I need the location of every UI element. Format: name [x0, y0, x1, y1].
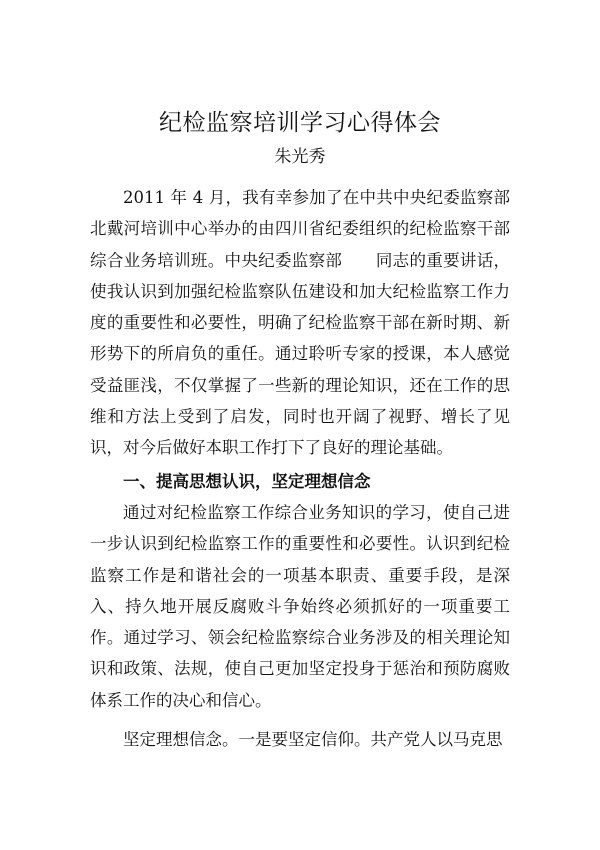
body-paragraph-continued: 坚定理想信念。一是要坚定信仰。共产党人以马克思 — [123, 730, 503, 750]
document-title: 纪检监察培训学习心得体会 — [159, 110, 441, 136]
body-paragraph: 通过对纪检监察工作综合业务知识的学习，使自己进一步认识到纪检监察工作的重要性和必要性。认识到纪检监察工作是和谐社会的一项基本职责、重要手段，是深入、持久地开展反腐败斗争始终必须抓好的一项重要工作。通过学习、领会纪检监察综合业务涉及的相关理论知识和政策、法规，使自己更加坚定投身于惩治和预防腐败体系工作的决心和信心。 — [90, 502, 510, 710]
author-name: 朱光秀 — [274, 147, 326, 167]
section-heading: 一、提高思想认识，坚定理想信念 — [123, 471, 371, 491]
intro-paragraph: 2011 年 4 月，我有幸参加了在中共中央纪委监察部北戴河培训中心举办的由四川省纪委组织的纪检监察干部综合业务培训班。中央纪委监察部 同志的重要讲话，使我认识到加强纪检监察队伍建设和加大纪检监察工作力度的重要性和必要性，明确了纪检监察干部在新时期、新形势下的所肩负的重任。通过聆听专家的授课，本人感觉受益匪浅，不仅掌握了一些新的理论知识，还在工作的思维和方法上受到了启发，同时也开阔了视野、增长了见识，对今后做好本职工作打下了良好的理论基础。 — [90, 188, 510, 458]
document-page — [90, 108, 510, 755]
